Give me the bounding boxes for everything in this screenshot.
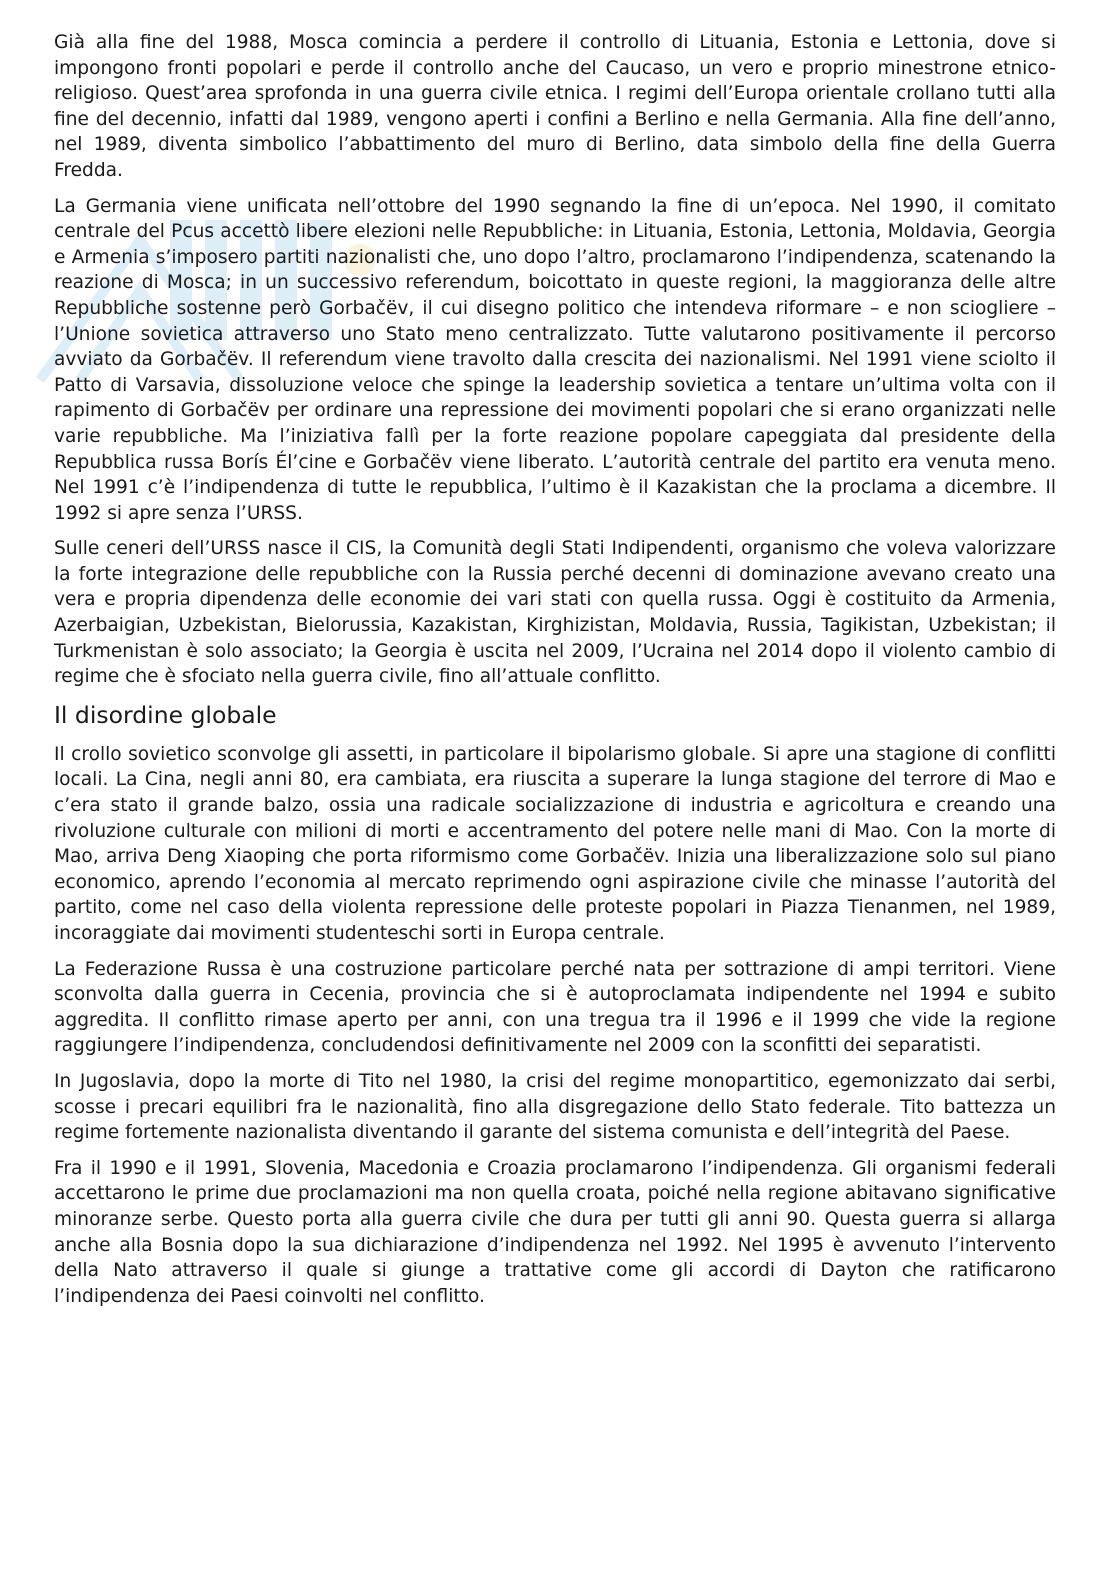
paragraph-4: Il crollo sovietico sconvolge gli assetti, in particolare il bipolarismo globale. Si apre una stagione di conflitti locali. La Cina, negli anni 80, era cambiata, era riuscita a superare la lunga stagione del terrore di Mao e c’era stato il grande balzo, ossia una radicale socializzazione di industria e agricoltura e creando una rivoluzione culturale con milioni di morti e accentramento del potere nelle mani di Mao. Con la morte di Mao, arriva Deng Xiaoping che porta riformismo come Gorbačëv. Inizia una liberalizzazione solo sul piano economico, aprendo l’economia al mercato reprimendo ogni aspirazione civile che minasse l’autorità del partito, come nel caso della violenta repressione delle proteste popolari in Piazza Tienanmen, nel 1989, incoraggiate dai movimenti studenteschi sorti in Europa centrale.: [54, 743, 1056, 944]
paragraph-2: La Germania viene unificata nell’ottobre del 1990 segnando la fine di un’epoca. Nel 1990, il comitato centrale del Pcus accettò libere elezioni nelle Repubbliche: in Lituania, Estonia, Lettonia, Moldavia, Georgia e Armenia s’imposero partiti nazionalisti che, uno dopo l’altro, proclamarono l’indipendenza, scatenando la reazione di Mosca; in un successivo referendum, boicottato in queste regioni, la maggioranza delle altre Repubbliche sostenne però Gorbačëv, il cui disegno politico che intendeva riformare – e non sciogliere – l’Unione sovietica attraverso uno Stato meno centralizzato. Tutte valutarono positivamente il percorso avviato da Gorbačëv. Il referendum viene travolto dalla crescita dei nazionalismi. Nel 1991 viene sciolto il Patto di Varsavia, dissoluzione veloce che spinge la leadership sovietica a tentare un’ultima volta con il rapimento di Gorbačëv per ordinare una repressione dei movimenti popolari che si erano organizzati nelle varie repubbliche. Ma l’iniziativa fallì per la forte reazione popolare capeggiata dal presidente della Repubblica russa Borís Él’cine e Gorbačëv viene liberato. L’autorità centrale del partito era venuta meno. Nel 1991 c’è l’indipendenza di tutte le repubblica, l’ultimo è il Kazakistan che la proclama a dicembre. Il 1992 si apre senza l’URSS.: [54, 195, 1056, 524]
section-heading: Il disordine globale: [54, 700, 277, 729]
paragraph-3: Sulle ceneri dell’URSS nasce il CIS, la Comunità degli Stati Indipendenti, organismo che voleva valorizzare la forte integrazione delle repubbliche con la Russia perché decenni di dominazione avevano creato una vera e propria dipendenza delle economie dei vari stati con quella russa. Oggi è costituito da Armenia, Azerbaigian, Uzbekistan, Bielorussia, Kazakistan, Kirghizistan, Moldavia, Russia, Tagikistan, Uzbekistan; il Turkmenistan è solo associato; la Georgia è uscita nel 2009, l’Ucraina nel 2014 dopo il violento cambio di regime che è sfociato nella guerra civile, fino all’attuale conflitto.: [54, 538, 1056, 688]
paragraph-1: Già alla fine del 1988, Mosca comincia a perdere il controllo di Lituania, Estonia e Lettonia, dove si impongono fronti popolari e perde il controllo anche del Caucaso, un vero e proprio minestrone etnico-religioso. Quest’area sprofonda in una guerra civile etnica. I regimi dell’Europa orientale crollano tutti alla fine del decennio, infatti dal 1989, vengono aperti i confini a Berlino e nella Germania. Alla fine dell’anno, nel 1989, diventa simbolico l’abbattimento del muro di Berlino, data simbolo della fine della Guerra Fredda.: [54, 32, 1056, 181]
document-page: [54, 30, 1056, 1319]
paragraph-5: La Federazione Russa è una costruzione particolare perché nata per sottrazione di ampi territori. Viene sconvolta dalla guerra in Cecenia, provincia che si è autoproclamata indipendente nel 1994 e subito aggredita. Il conflitto rimase aperto per anni, con una tregua tra il 1996 e il 1999 che vide la regione raggiungere l’indipendenza, concludendosi definitivamente nel 2009 con la sconfitti dei separatisti.: [54, 958, 1056, 1057]
paragraph-7: Fra il 1990 e il 1991, Slovenia, Macedonia e Croazia proclamarono l’indipendenza. Gli organismi federali accettarono le prime due proclamazioni ma non quella croata, poiché nella regione abitavano significative minoranze serbe. Questo porta alla guerra civile che dura per tutti gli anni 90. Questa guerra si allarga anche alla Bosnia dopo la sua dichiarazione d’indipendenza nel 1992. Nel 1995 è avvenuto l’intervento della Nato attraverso il quale si giunge a trattative come gli accordi di Dayton che ratificarono l’indipendenza dei Paesi coinvolti nel conflitto.: [54, 1157, 1056, 1307]
paragraph-6: In Jugoslavia, dopo la morte di Tito nel 1980, la crisi del regime monopartitico, egemonizzato dai serbi, scosse i precari equilibri fra le nazionalità, fino alla disgregazione dello Stato federale. Tito battezza un regime fortemente nazionalista diventando il garante del sistema comunista e dell’integrità del Paese.: [54, 1070, 1056, 1144]
